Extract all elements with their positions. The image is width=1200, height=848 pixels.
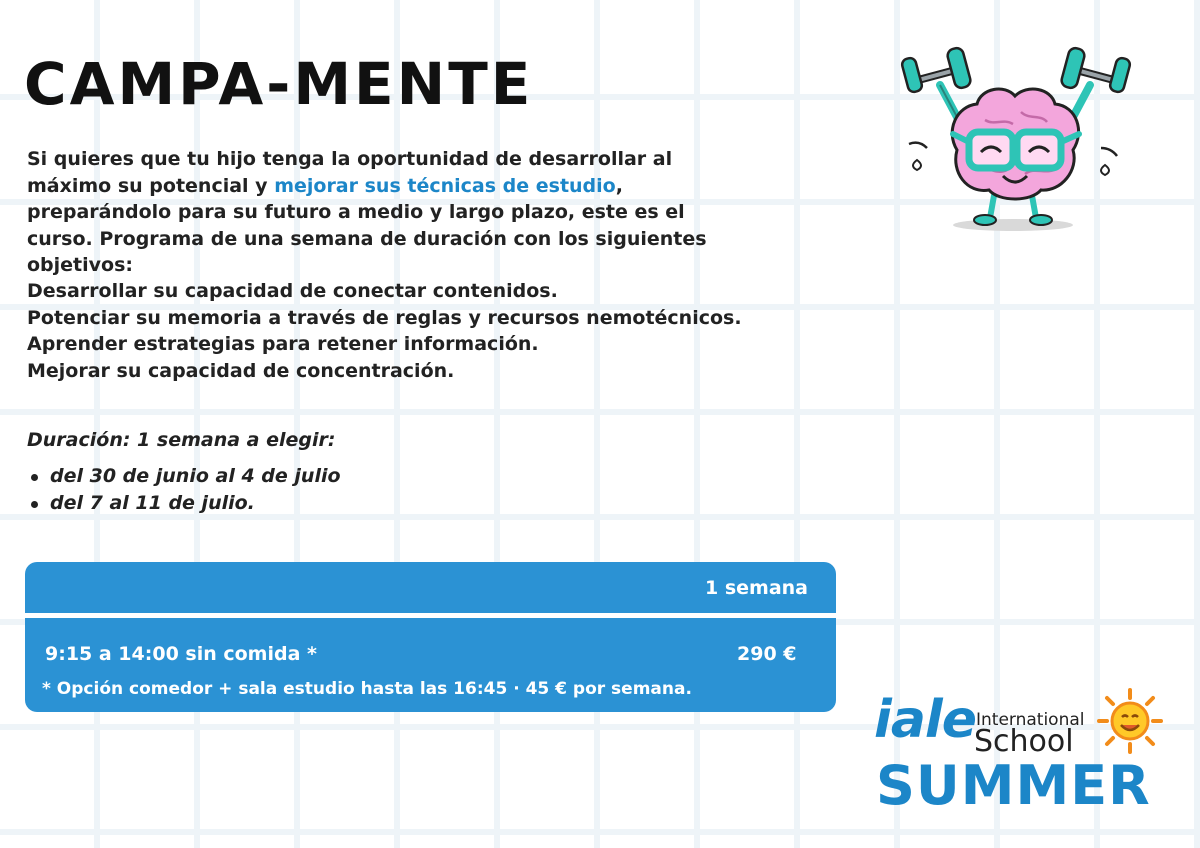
iale-school-logo [870,688,1180,818]
duration-label: Duración: 1 semana a elegir: [27,429,336,451]
intro-text-end: , preparándolo para su futuro a medio y largo plazo, este es el curso. Programa de una semana de duración con los siguientes objetivos: [27,174,707,276]
brain-mascot-icon [895,40,1145,240]
intro-highlight: mejorar sus técnicas de estudio [274,174,616,197]
pricing-note: * Opción comedor + sala estudio hasta las 16:45 · 45 € por semana. [42,679,692,699]
objective-item: Mejorar su capacidad de concentración. [27,359,455,382]
logo-brand: iale [874,690,977,750]
objective-item: Potenciar su memoria a través de reglas y recursos nemotécnicos. [27,306,742,329]
sun-icon [1095,688,1165,754]
pricing-table [25,562,836,712]
pricing-schedule: 9:15 a 14:00 sin comida * [45,643,317,665]
intro-text-start: Si quieres que tu hijo tenga la oportunidad de desarrollar al máximo su potencial y [27,148,673,197]
objective-item: Desarrollar su capacidad de conectar contenidos. [27,280,558,302]
objective-item: Aprender estrategias para retener información. [27,333,539,355]
pricing-divider [25,613,836,618]
logo-international: International [976,710,1085,730]
pricing-price: 290 € [737,643,797,665]
date-options-list [27,463,341,516]
intro-paragraph [27,146,747,279]
logo-summer: SUMMER [876,754,1151,817]
objectives-list [27,278,747,384]
page-title: CAMPA-MENTE [24,50,534,118]
pricing-column-header: 1 semana [705,577,808,599]
date-option: del 7 al 11 de julio. [27,490,341,517]
logo-school: School [974,724,1074,759]
date-option: del 30 de junio al 4 de julio [27,463,341,490]
